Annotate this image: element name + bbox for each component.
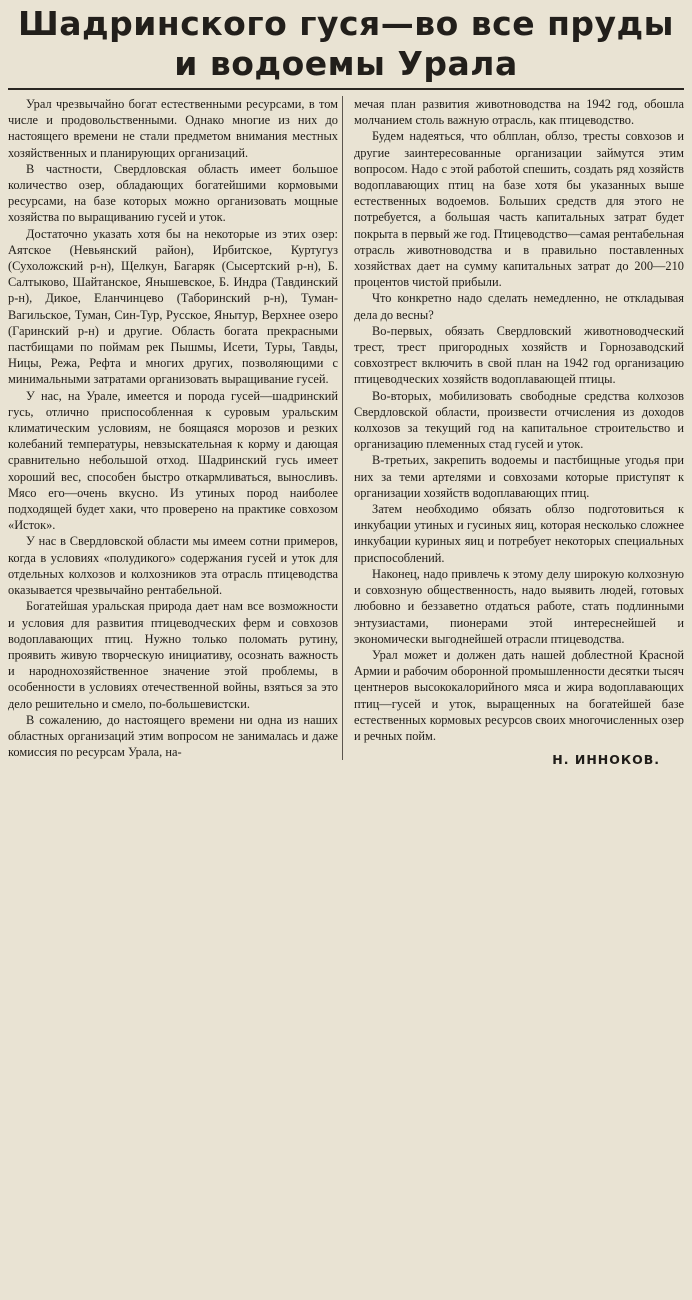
paragraph: Урал может и должен дать нашей доблестной Красной Армии и рабочим оборонной промышленности десятки тысяч центнеров высококалорийного мяса и жира водоплавающих птиц—гусей и уток, выращенных на богатейшей базе естественных кормовых ресурсов своих многочисленных озер и речных пойм. xyxy=(354,647,684,743)
paragraph: У нас, на Урале, имеется и порода гусей—шадринский гусь, отлично приспособленная к суровым уральским климатическим условиям, не боящаяся морозов и резких колебаний температуры, невзыскательная к корму и дающая сравнительно небольшой отход. Шадринский гусь имеет хороший вес, способен быстро откармливаться, выносливъ. Мясо его—очень вкусно. Из утиных пород наиболее подходящей будет хаки, что проверено на практике совхозом «Исток». xyxy=(8,388,338,533)
paragraph: Наконец, надо привлечь к этому делу широкую колхозную и совхозную общественность, надо выявить людей, готовых любовно и беззаветно отдаться работе, стать подлинными энтузиастами, пионерами этой интереснейшей и экономически выгоднейшей отрасли птицеводства. xyxy=(354,566,684,646)
paragraph: В частности, Свердловская область имеет большое количество озер, обладающих богатейшими кормовыми ресурсами, на базе которых можно организовать мощные хозяйства по выращиванию гусей и уток. xyxy=(8,161,338,225)
paragraph: Урал чрезвычайно богат естественными ресурсами, в том числе и продовольственными. Однако многие из них до настоящего времени не стали предметом внимания местных хозяйственных и планирующих организаций. xyxy=(8,97,338,160)
left-column xyxy=(8,96,343,760)
author-signature: Н. ИННОКОВ. xyxy=(552,752,660,768)
paragraph: Достаточно указать хотя бы на некоторые из этих озер: Аятское (Невьянский район), Ирбитское, Куртугуз (Сухоложский р-н), Щелкун, Багаряк (Сысертский р-н), Б. Салтыково, Шайтанское, Янышевское, Б. Индра (Тавдинский р-н), Дикое, Еланчинцево (Таборинский р-н), Туман-Вагильское, Туман, Син-Тур, Русское, Янытур, Верхнее озеро (Гаринский р-н) и другие. Область богата прекрасными пастбищами по поймам рек Пышмы, Исети, Туры, Тавды, Ницы, Режа, Рефта и многих других, позволяющими с минимальными затратами организовать выращивание гусей. xyxy=(8,226,338,387)
headline xyxy=(8,4,684,84)
headline-line-2: и водоемы Урала xyxy=(174,44,518,83)
paragraph: В-третьих, закрепить водоемы и пастбищные угодья при них за теми артелями и совхозами которые приступят к организации хозяйств водоплавающих птиц. xyxy=(354,453,684,500)
right-column xyxy=(350,96,684,768)
paragraph: В сожалению, до настоящего времени ни одна из наших областных организаций этим вопросом не занималась и даже комиссия по ресурсам Урала, на- xyxy=(8,712,338,760)
paragraph: Во-вторых, мобилизовать свободные средства колхозов Свердловской области, произвести отчисления из доходов колхозов за текущий год на капитальное строительство и организацию племенных стад гусей и уток. xyxy=(354,388,684,452)
headline-line-1: Шадринского гуся—во все пруды xyxy=(17,4,675,43)
paragraph: Во-первых, обязать Свердловский животноводческий трест, трест пригородных хозяйств и Горнозаводский совхозтрест включить в свой план на 1942 год организацию птицеводческих хозяйств водоплавающей птицы. xyxy=(354,323,684,387)
paragraph: Что конкретно надо сделать немедленно, не откладывая дела до весны? xyxy=(354,291,684,322)
article-body xyxy=(8,96,684,768)
paragraph: Будем надеяться, что облплан, облзо, тресты совхозов и другие заинтересованные организации займутся этим вопросом. Надо с этой работой спешить, создать ряд хозяйств водоплавающих птиц на базе хотя бы указанных выше естественных водоемов. Больших средств для этого не потребуется, а большая часть капитальных затрат будет покрыта в первый же год. Птицеводство—самая рентабельная отрасль животноводства и в правильно поставленных хозяйствах дает на сумму капитальных затрат до 200—210 процентов чистой прибыли. xyxy=(354,129,684,290)
paragraph: Богатейшая уральская природа дает нам все возможности и условия для развития птицеводческих ферм и совхозов водоплавающих птиц. Нужно только поломать рутину, проявить живую творческую инициативу, осознать важность и народнохозяйственное значение этой проблемы, в особенности в условиях отечественной войны, взяться за это дело решительно и смело, по-большевистски. xyxy=(8,599,338,711)
headline-rule xyxy=(8,88,684,90)
paragraph: У нас в Свердловской области мы имеем сотни примеров, когда в условиях «полудикого» содержания гусей и уток для отдельных колхозов и колхозников эта отрасль птицеводства оказывается чрезвычайно рентабельной. xyxy=(8,534,338,598)
paragraph-continuation: мечая план развития животноводства на 1942 год, обошла молчанием столь важную отрасль, как птицеводство. xyxy=(354,97,684,128)
paragraph: Затем необходимо обязать облзо подготовиться к инкубации утиных и гусиных яиц, которая несколько сложнее инкубации куриных яиц и потребует некоторых специальных приспособлений. xyxy=(354,502,684,565)
